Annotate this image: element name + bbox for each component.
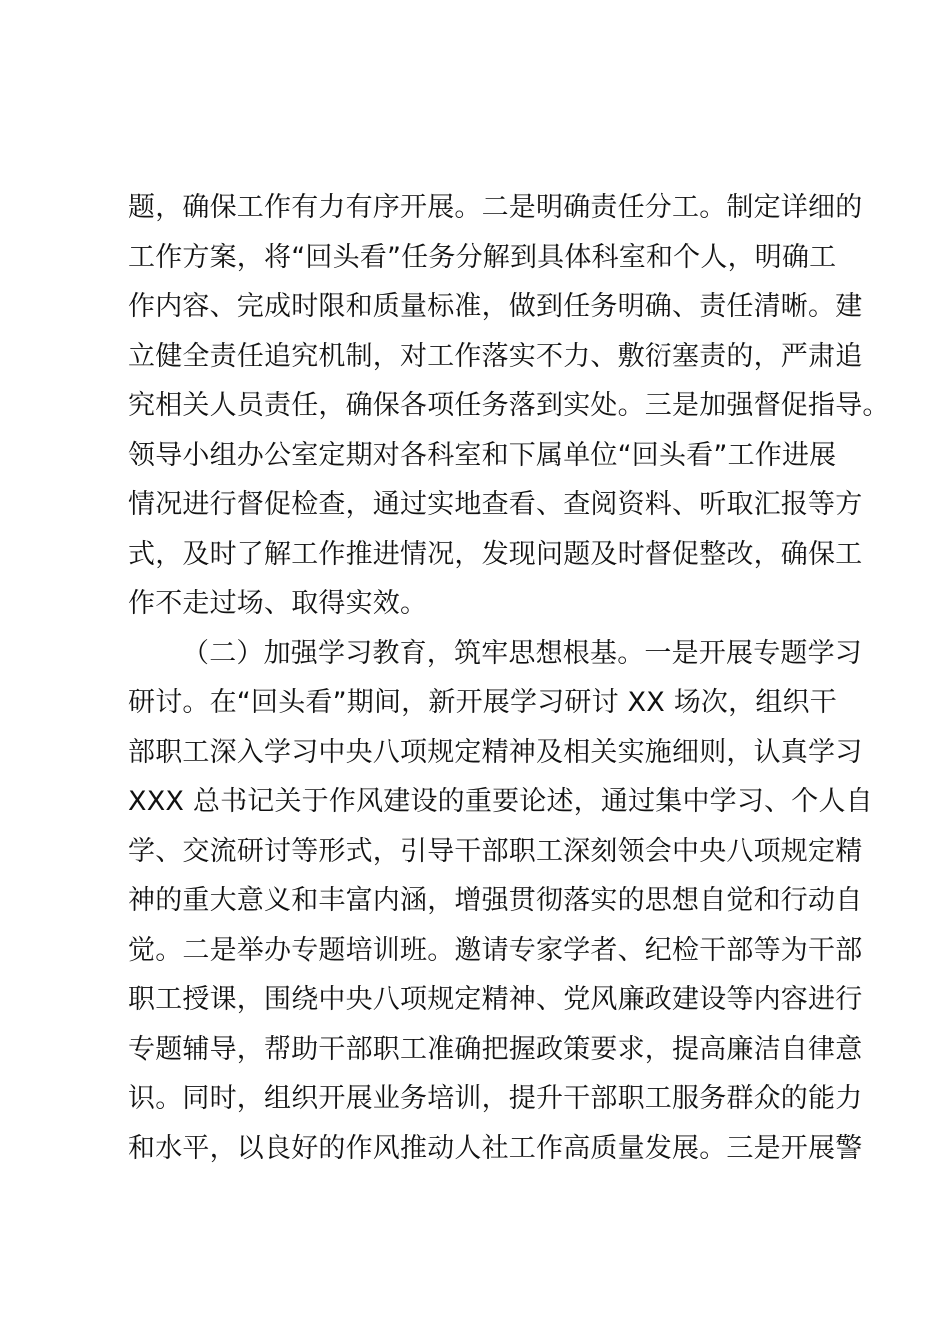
- text-line: 识。同时，组织开展业务培训，提升干部职工服务群众的能力: [128, 1083, 863, 1114]
- text-line: 情况进行督促检查，通过实地查看、查阅资料、听取汇报等方: [128, 489, 863, 520]
- text-line: 神的重大意义和丰富内涵，增强贯彻落实的思想自觉和行动自: [128, 885, 863, 916]
- text-line: 作内容、完成时限和质量标准，做到任务明确、责任清晰。建: [128, 291, 863, 322]
- text-line: 式，及时了解工作推进情况，发现问题及时督促整改，确保工: [128, 538, 863, 570]
- text-line: 立健全责任追究机制，对工作落实不力、敷衍塞责的，严肃追: [128, 340, 863, 372]
- text-line: 学、交流研讨等形式，引导干部职工深刻领会中央八项规定精: [128, 835, 863, 867]
- text-line: 作不走过场、取得实效。: [128, 588, 428, 619]
- text-line: 部职工深入学习中央八项规定精神及相关实施细则，认真学习: [128, 736, 863, 768]
- text-line: 专题辅导，帮助干部职工准确把握政策要求，提高廉洁自律意: [128, 1033, 863, 1065]
- text-line: 职工授课，围绕中央八项规定精神、党风廉政建设等内容进行: [128, 984, 863, 1015]
- section-heading-line: （二）加强学习教育，筑牢思想根基。一是开展专题学习: [182, 637, 862, 669]
- text-line: 研讨。在“回头看”期间，新开展学习研讨 XX 场次，组织干: [128, 687, 837, 718]
- text-line: 领导小组办公室定期对各科室和下属单位“回头看”工作进展: [128, 439, 837, 471]
- text-line: 题，确保工作有力有序开展。二是明确责任分工。制定详细的: [128, 192, 863, 223]
- text-line: 究相关人员责任，确保各项任务落到实处。三是加强督促指导。: [128, 390, 890, 421]
- text-line: 和水平，以良好的作风推动人社工作高质量发展。三是开展警: [128, 1132, 863, 1164]
- text-line: 工作方案，将“回头看”任务分解到具体科室和个人，明确工: [128, 241, 837, 273]
- text-line: XXX 总书记关于作风建设的重要论述，通过集中学习、个人自: [128, 786, 873, 817]
- text-line: 觉。二是举办专题培训班。邀请专家学者、纪检干部等为干部: [128, 934, 863, 966]
- body-text: [128, 183, 890, 1173]
